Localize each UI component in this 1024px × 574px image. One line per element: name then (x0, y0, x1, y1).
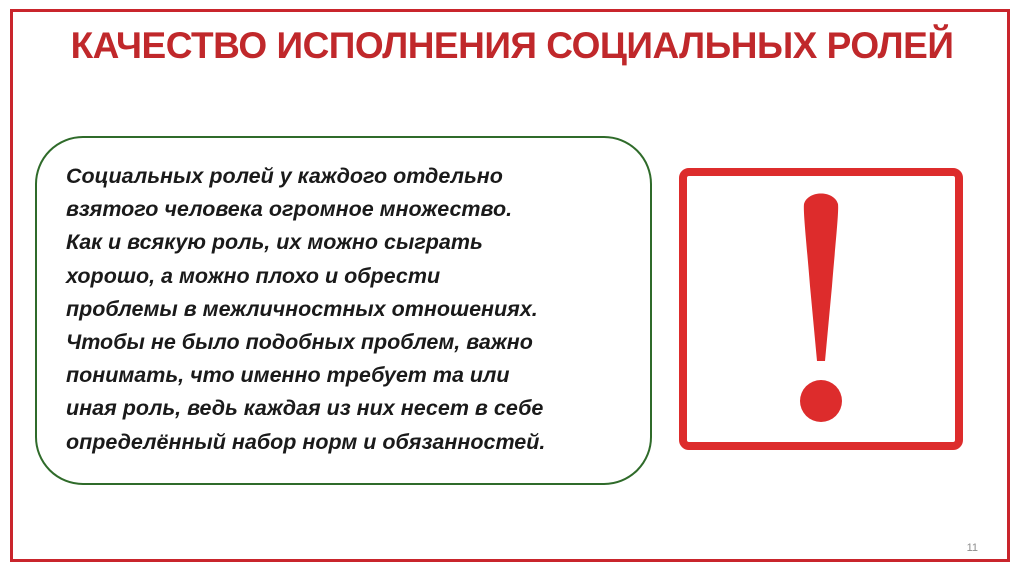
body-line: взятого человека огромное множество. (66, 197, 513, 222)
body-line: Социальных ролей у каждого отдельно (66, 164, 503, 188)
page-number: 11 (966, 542, 978, 554)
body-line: Чтобы не было подобных проблем, важно (66, 330, 533, 355)
body-line: Как и всякую роль, их можно сыграть (66, 230, 483, 255)
exclamation-bar (804, 194, 838, 362)
text-box (35, 136, 652, 485)
exclamation-mark-icon (687, 176, 955, 442)
body-line: определённый набор норм и обязанностей. (66, 429, 546, 454)
body-line: иная роль, ведь каждая из них несет в себе (66, 396, 544, 421)
body-line: хорошо, а можно плохо и обрести (66, 263, 441, 288)
slide-title: КАЧЕСТВО ИСПОЛНЕНИЯ СОЦИАЛЬНЫХ РОЛЕЙ (70, 25, 954, 66)
body-text (66, 160, 630, 459)
body-line: понимать, что именно требует та или (66, 363, 510, 388)
warning-sign (679, 168, 963, 450)
body-line: проблемы в межличностных отношениях. (66, 296, 538, 321)
exclamation-dot (800, 380, 842, 422)
